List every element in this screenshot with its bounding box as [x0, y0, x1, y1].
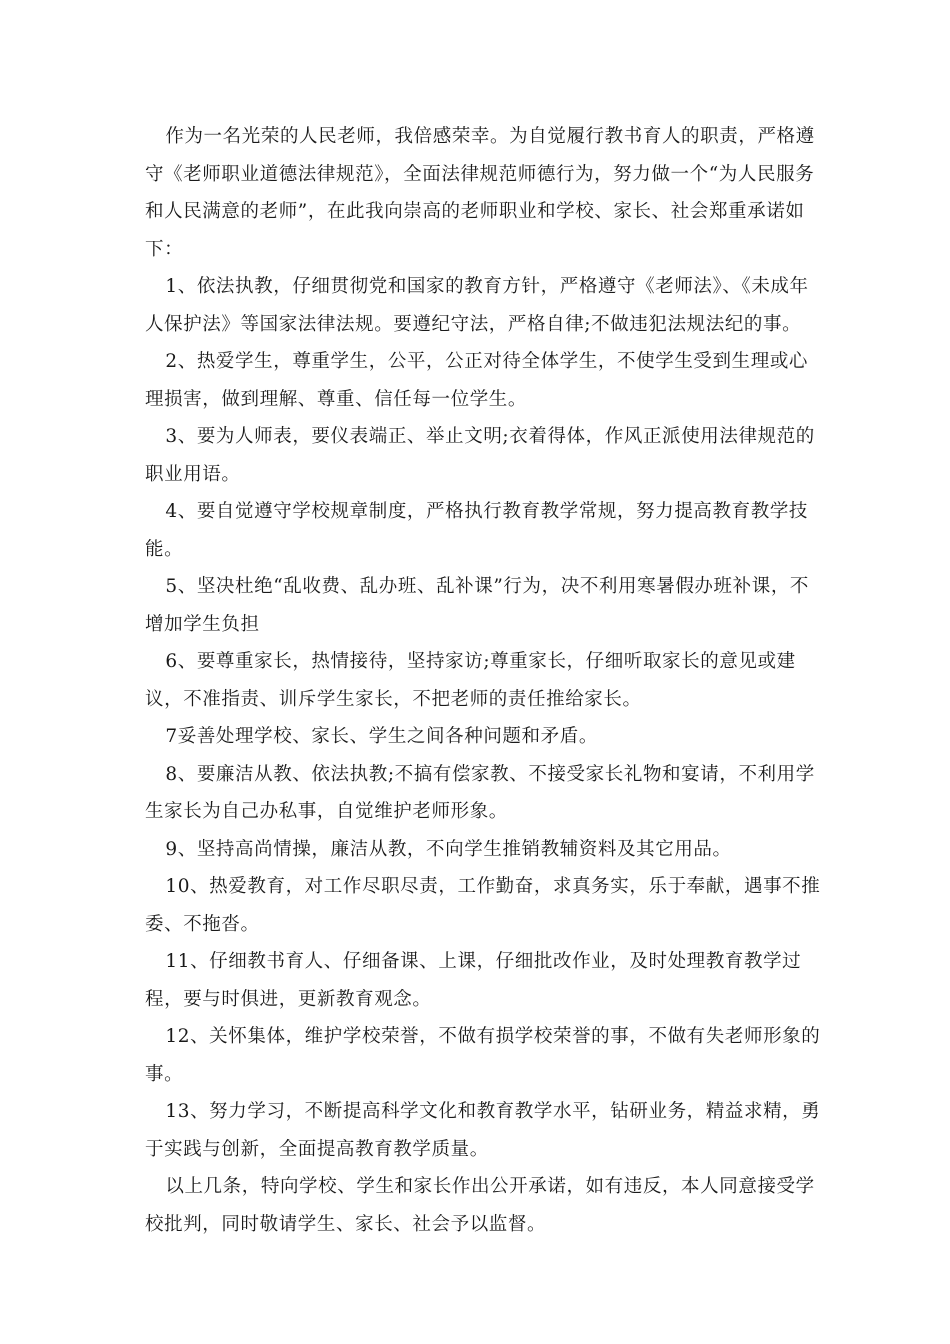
commitment-item-13: 13、努力学习，不断提高科学文化和教育教学水平，钻研业务，精益求精，勇于实践与创新，全面提高教育教学质量。	[145, 1101, 821, 1160]
commitment-item-4: 4、要自觉遵守学校规章制度，严格执行教育教学常规，努力提高教育教学技能。	[145, 501, 809, 560]
commitment-item-2: 2、热爱学生，尊重学生，公平，公正对待全体学生，不使学生受到生理或心理损害，做到理解、尊重、信任每一位学生。	[145, 351, 809, 410]
commitment-item-5: 5、坚决杜绝“乱收费、乱办班、乱补课”行为，决不利用寒暑假办班补课，不增加学生负担	[145, 576, 810, 635]
intro-paragraph: 作为一名光荣的人民老师，我倍感荣幸。为自觉履行教书育人的职责，严格遵守《老师职业道德法律规范》，全面法律规范师德行为，努力做一个“为人民服务和人民满意的老师”，在此我向崇高的老师职业和学校、家长、社会郑重承诺如下：	[145, 126, 815, 260]
commitment-item-12: 12、关怀集体，维护学校荣誉，不做有损学校荣誉的事，不做有失老师形象的事。	[145, 1026, 821, 1085]
commitment-item-9: 9、坚持高尚情操，廉洁从教，不向学生推销教辅资料及其它用品。	[165, 838, 732, 860]
commitment-item-11: 11、仔细教书育人、仔细备课、上课，仔细批改作业，及时处理教育教学过程，要与时俱进，更新教育观念。	[145, 951, 802, 1010]
commitment-item-1: 1、依法执教，仔细贯彻党和国家的教育方针，严格遵守《老师法》、《未成年人保护法》等国家法律法规。要遵纪守法，严格自律;不做违犯法规法纪的事。	[145, 276, 809, 335]
document-body	[145, 118, 825, 1243]
commitment-item-3: 3、要为人师表，要仪表端正、举止文明;衣着得体，作风正派使用法律规范的职业用语。	[145, 426, 815, 485]
commitment-item-8: 8、要廉洁从教、依法执教;不搞有偿家教、不接受家长礼物和宴请，不利用学生家长为自己办私事，自觉维护老师形象。	[145, 763, 815, 822]
closing-paragraph: 以上几条，特向学校、学生和家长作出公开承诺，如有违反，本人同意接受学校批判，同时敬请学生、家长、社会予以监督。	[145, 1176, 815, 1235]
commitment-item-6: 6、要尊重家长，热情接待，坚持家访;尊重家长，仔细听取家长的意见或建议，不准指责、训斥学生家长，不把老师的责任推给家长。	[145, 651, 796, 710]
commitment-item-7: 7妥善处理学校、家长、学生之间各种问题和矛盾。	[165, 726, 598, 747]
commitment-item-10: 10、热爱教育，对工作尽职尽责，工作勤奋，求真务实，乐于奉献，遇事不推委、不拖沓。	[145, 876, 821, 935]
